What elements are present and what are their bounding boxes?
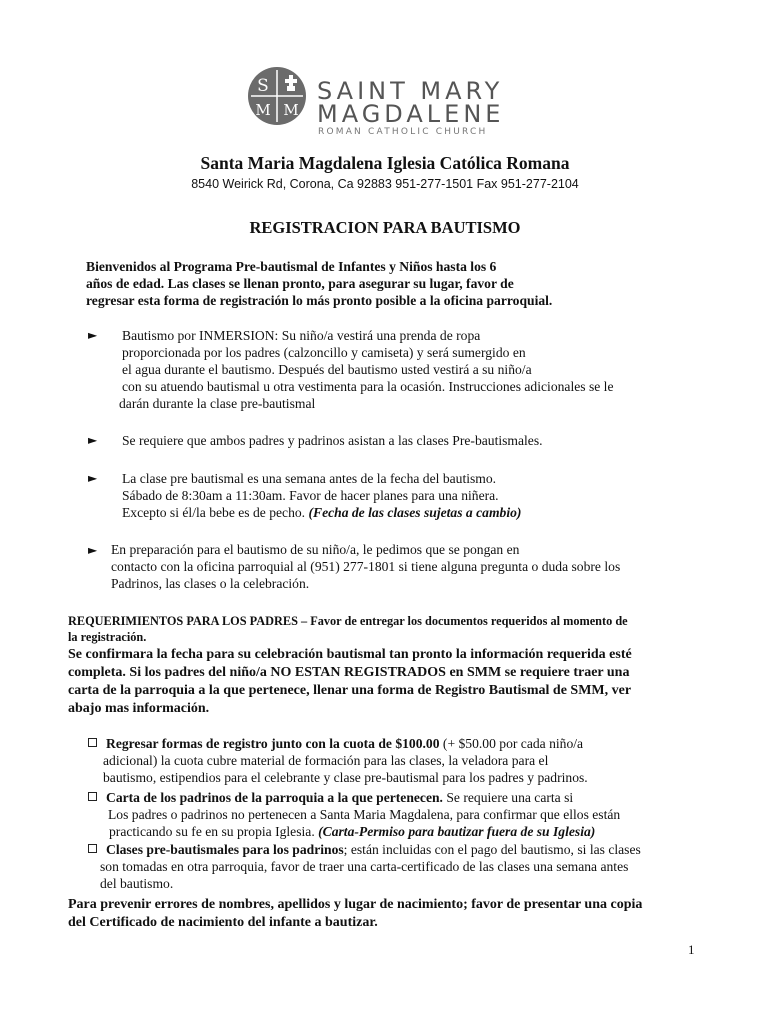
bullet-immersion	[119, 327, 722, 412]
bullet-line: En preparación para el bautismo de su niño/a, le pedimos que se pongan en	[111, 542, 520, 557]
bullet-line: Padrinos, las clases o la celebración.	[111, 576, 310, 591]
checklist-text: Se requiere una carta si	[442, 790, 574, 805]
bullet-line	[122, 504, 722, 521]
bullet-line: con su atuendo bautismal u otra vestimenta para la ocasión. Instrucciones adicionales se le	[122, 379, 614, 394]
requirements-heading-line: REQUERIMIENTOS PARA LOS PADRES – Favor de entregar los documentos requeridos al momento de	[68, 614, 628, 628]
bullet-line: proporcionada por los padres (calzoncillo y camiseta) y será sumergido en	[122, 345, 526, 360]
bullet-line: el agua durante el bautismo. Después del bautismo usted vestirá a su niño/a	[122, 362, 532, 377]
requirements-line: abajo mas información.	[68, 701, 210, 716]
bullet-arrow-icon: ►	[88, 328, 98, 342]
bullet-line: Sábado de 8:30am a 11:30am. Favor de hacer planes para una niñera.	[122, 488, 499, 503]
bullet-line: contacto con la oficina parroquial al (951) 277-1801 si tiene alguna pregunta o duda sobre los	[111, 559, 621, 574]
bullet-line: Bautismo por INMERSION: Su niño/a vestirá una prenda de ropa	[122, 328, 481, 343]
checklist-line: del bautismo.	[100, 876, 174, 891]
requirements-line: completa. Si los padres del niño/a NO ESTAN REGISTRADOS en SMM se requiere traer una	[68, 665, 630, 680]
svg-text:S: S	[257, 76, 269, 96]
bullet-class-schedule	[122, 470, 722, 521]
bullet-text: Excepto si él/la bebe es de pecho.	[122, 505, 309, 520]
requirements-heading	[68, 613, 728, 645]
checklist-bold-text: Carta de los padrinos de la parroquia a la que pertenecen.	[106, 790, 443, 805]
checklist-line: Los padres o padrinos no pertenecen a Santa Maria Magdalena, para confirmar que ellos están	[108, 807, 621, 822]
checklist-line: son tomadas en otra parroquia, favor de traer una carta-certificado de las clases una semana antes	[100, 859, 629, 874]
requirements-paragraph	[68, 646, 728, 718]
checklist-text: (+ $50.00 por cada niño/a	[439, 736, 584, 751]
bullet-arrow-icon: ►	[88, 433, 98, 447]
svg-text:M: M	[255, 101, 271, 119]
logo-name-line3: ROMAN CATHOLIC CHURCH	[318, 127, 488, 137]
intro-line: años de edad. Las clases se llenan pronto, para asegurar su lugar, favor de	[86, 276, 514, 291]
requirements-line: carta de la parroquia a la que pertenece, llenar una forma de Registro Bautismal de SMM, ver	[68, 683, 632, 698]
church-title: Santa Maria Magdalena Iglesia Católica Romana	[200, 153, 570, 173]
bullet-line: darán durante la clase pre-bautismal	[119, 396, 316, 411]
bullet-parents-required: Se requiere que ambos padres y padrinos asistan a las clases Pre-bautismales.	[122, 433, 543, 448]
bullet-contact-office	[111, 541, 731, 592]
closing-line: del Certificado de nacimiento del infante a bautizar.	[68, 915, 378, 930]
requirements-heading-line: la registración.	[68, 630, 147, 644]
bullet-arrow-icon: ►	[88, 471, 98, 485]
checklist-item-registration-fee	[88, 735, 728, 786]
page-number: 1	[688, 942, 695, 957]
checklist-text: practicando su fe en su propia Iglesia.	[109, 824, 319, 839]
checklist-line	[88, 735, 728, 752]
intro-paragraph	[86, 258, 726, 309]
intro-line: Bienvenidos al Programa Pre-bautismal de Infantes y Niños hasta los 6	[86, 259, 497, 274]
checklist-line: bautismo, estipendios para el celebrante y clase pre-bautismal para los padres y padrinos.	[103, 770, 588, 785]
logo-name-line2: MAGDALENE	[317, 100, 505, 128]
closing-paragraph	[68, 896, 728, 932]
intro-line: regresar esta forma de registración lo más pronto posible a la oficina parroquial.	[86, 293, 553, 308]
document-title: REGISTRACION PARA BAUTISMO	[249, 218, 521, 237]
checklist-item-godparents-letter	[88, 789, 728, 840]
church-logo-mark	[247, 66, 307, 126]
bullet-line: La clase pre bautismal es una semana antes de la fecha del bautismo.	[122, 471, 497, 486]
church-address: 8540 Weirick Rd, Corona, Ca 92883 951-277-1501 Fax 951-277-2104	[191, 177, 579, 191]
checkbox-square-icon	[88, 844, 97, 853]
checklist-bold-text: Clases pre-bautismales para los padrinos	[106, 842, 344, 857]
logo-name-line1: SAINT MARY	[317, 77, 504, 105]
checklist-line	[88, 789, 728, 806]
permission-letter-note: (Carta-Permiso para bautizar fuera de su Iglesia)	[318, 824, 596, 839]
svg-text:M: M	[283, 101, 299, 119]
closing-line: Para prevenir errores de nombres, apellidos y lugar de nacimiento; favor de presentar una copia	[68, 897, 643, 912]
requirements-line: Se confirmara la fecha para su celebración bautismal tan pronto la información requerida esté	[68, 647, 632, 662]
schedule-note: (Fecha de las clases sujetas a cambio)	[308, 505, 522, 520]
bullet-arrow-icon: ►	[88, 543, 98, 557]
checklist-line	[88, 841, 728, 858]
checklist-line: adicional) la cuota cubre material de formación para las clases, la veladora para el	[103, 753, 549, 768]
checklist-bold-text: Regresar formas de registro junto con la cuota de $100.00	[106, 736, 440, 751]
checklist-item-godparents-classes	[88, 841, 728, 892]
checklist-text: ; están incluidas con el pago del bautismo, si las clases	[343, 842, 641, 857]
checkbox-square-icon	[88, 738, 97, 747]
checkbox-square-icon	[88, 792, 97, 801]
checklist-line	[88, 823, 728, 840]
